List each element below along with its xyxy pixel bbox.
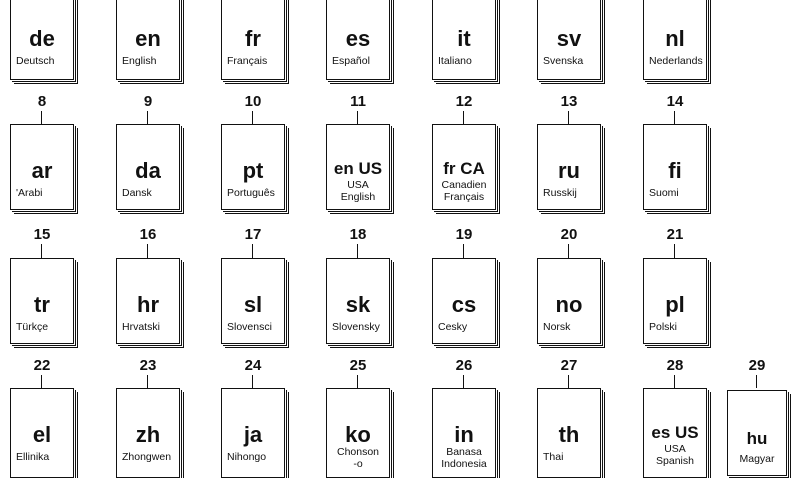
language-book (537, 258, 601, 344)
connector-line (357, 111, 358, 124)
language-book (432, 0, 496, 80)
tile-number: 11 (350, 93, 366, 110)
tile-number: 18 (349, 226, 367, 243)
tile-number: 10 (244, 93, 262, 110)
connector-line (568, 375, 569, 388)
language-code: no (555, 292, 583, 317)
language-code: hu (746, 429, 768, 448)
connector-line (357, 244, 358, 258)
language-book (643, 0, 707, 80)
connector-line (568, 111, 569, 124)
tile-number: 8 (37, 93, 47, 110)
tile-number: 14 (666, 93, 684, 110)
language-book (116, 124, 180, 210)
language-book (10, 388, 74, 478)
tile-number: 16 (139, 226, 157, 243)
language-book (221, 0, 285, 80)
language-book (116, 388, 180, 478)
connector-line (674, 375, 675, 388)
language-code: hr (137, 292, 159, 317)
connector-line (463, 375, 464, 388)
language-name: Cesky (438, 321, 468, 333)
language-code: fi (668, 158, 682, 183)
language-code: ru (558, 158, 580, 183)
language-name: Svenska (543, 55, 584, 67)
language-book (537, 124, 601, 210)
language-code: sv (556, 26, 582, 51)
language-code: da (135, 158, 161, 183)
language-code: ar (31, 158, 53, 183)
language-book (537, 0, 601, 80)
language-name: Ellinika (16, 451, 50, 463)
language-code: ja (243, 422, 263, 447)
connector-line (674, 111, 675, 124)
language-name: Suomi (649, 187, 679, 199)
connector-line (147, 111, 148, 124)
language-book (643, 124, 707, 210)
language-book (326, 258, 390, 344)
tile-number: 9 (143, 93, 153, 110)
tile-number: 25 (349, 357, 367, 374)
language-code: cs (451, 292, 477, 317)
language-book (432, 258, 496, 344)
language-book (10, 0, 74, 80)
tile-number: 21 (666, 226, 684, 243)
language-name: Chonson -o (336, 446, 380, 470)
tile-number: 27 (560, 357, 578, 374)
language-book (221, 124, 285, 210)
language-code: en (135, 26, 161, 51)
tile-number: 15 (33, 226, 51, 243)
language-book (221, 388, 285, 478)
language-name: Français (227, 55, 268, 67)
language-code: el (32, 422, 52, 447)
language-code: it (457, 26, 471, 51)
connector-line (756, 375, 757, 388)
connector-line (147, 244, 148, 258)
connector-line (674, 244, 675, 258)
language-name: Nihongo (227, 451, 267, 463)
language-book (326, 388, 390, 478)
language-code: ko (345, 422, 371, 447)
language-name: Español (332, 55, 370, 67)
language-name: Türkçe (16, 321, 49, 333)
language-book (326, 0, 390, 80)
connector-line (252, 111, 253, 124)
language-code: en US (333, 159, 383, 178)
language-name: USA English (340, 179, 376, 203)
language-name: Norsk (543, 321, 571, 333)
language-book (643, 258, 707, 344)
tile-number: 24 (244, 357, 262, 374)
language-name: Nederlands (649, 55, 703, 67)
language-name: Magyar (739, 453, 775, 465)
language-code: es US (651, 423, 699, 442)
tile-number: 17 (244, 226, 262, 243)
tile-number: 19 (455, 226, 473, 243)
language-name: Slovensci (227, 321, 272, 333)
language-name: Banasa Indonesia (441, 446, 487, 470)
language-code: th (558, 422, 580, 447)
tile-number: 13 (560, 93, 578, 110)
language-name: Italiano (438, 55, 472, 67)
language-name: 'Arabi (16, 187, 43, 199)
language-name: Dansk (122, 187, 152, 199)
language-name: Deutsch (16, 55, 55, 67)
language-code: de (29, 26, 55, 51)
language-name: Slovensky (332, 321, 380, 333)
connector-line (568, 244, 569, 258)
language-code: in (454, 422, 474, 447)
tile-number: 26 (455, 357, 473, 374)
language-book (643, 388, 707, 478)
language-name: Canadien Français (441, 179, 487, 203)
language-name: Thai (543, 451, 564, 463)
connector-line (41, 375, 42, 388)
language-name: Russkij (543, 187, 577, 199)
language-book (116, 0, 180, 80)
connector-line (463, 244, 464, 258)
connector-line (252, 375, 253, 388)
language-book (116, 258, 180, 344)
connector-line (357, 375, 358, 388)
language-book (326, 124, 390, 210)
connector-line (463, 111, 464, 124)
language-book (432, 388, 496, 478)
tile-number: 29 (748, 357, 766, 374)
language-code: sk (345, 292, 371, 317)
language-code: fr CA (443, 159, 485, 178)
connector-line (147, 375, 148, 388)
language-code: zh (135, 422, 161, 447)
language-book (537, 388, 601, 478)
language-name: Hrvatski (122, 321, 160, 333)
language-name: English (122, 55, 157, 67)
language-name: Português (227, 187, 275, 199)
language-code: pt (242, 158, 264, 183)
language-book (10, 124, 74, 210)
language-code: sl (243, 292, 263, 317)
language-name: Zhongwen (122, 451, 172, 463)
tile-number: 20 (560, 226, 578, 243)
language-book (221, 258, 285, 344)
language-name: Polski (649, 321, 678, 333)
tile-number: 23 (139, 357, 157, 374)
tile-number: 12 (455, 93, 473, 110)
connector-line (41, 244, 42, 258)
language-code: pl (665, 292, 685, 317)
language-book (432, 124, 496, 210)
language-code: fr (245, 26, 261, 51)
connector-line (41, 111, 42, 124)
language-book (10, 258, 74, 344)
language-code: tr (34, 292, 50, 317)
language-book (727, 390, 787, 476)
tile-number: 22 (33, 357, 51, 374)
language-code: es (345, 26, 371, 51)
language-code: nl (665, 26, 685, 51)
connector-line (252, 244, 253, 258)
tile-number: 28 (666, 357, 684, 374)
language-name: USA Spanish (656, 443, 694, 467)
